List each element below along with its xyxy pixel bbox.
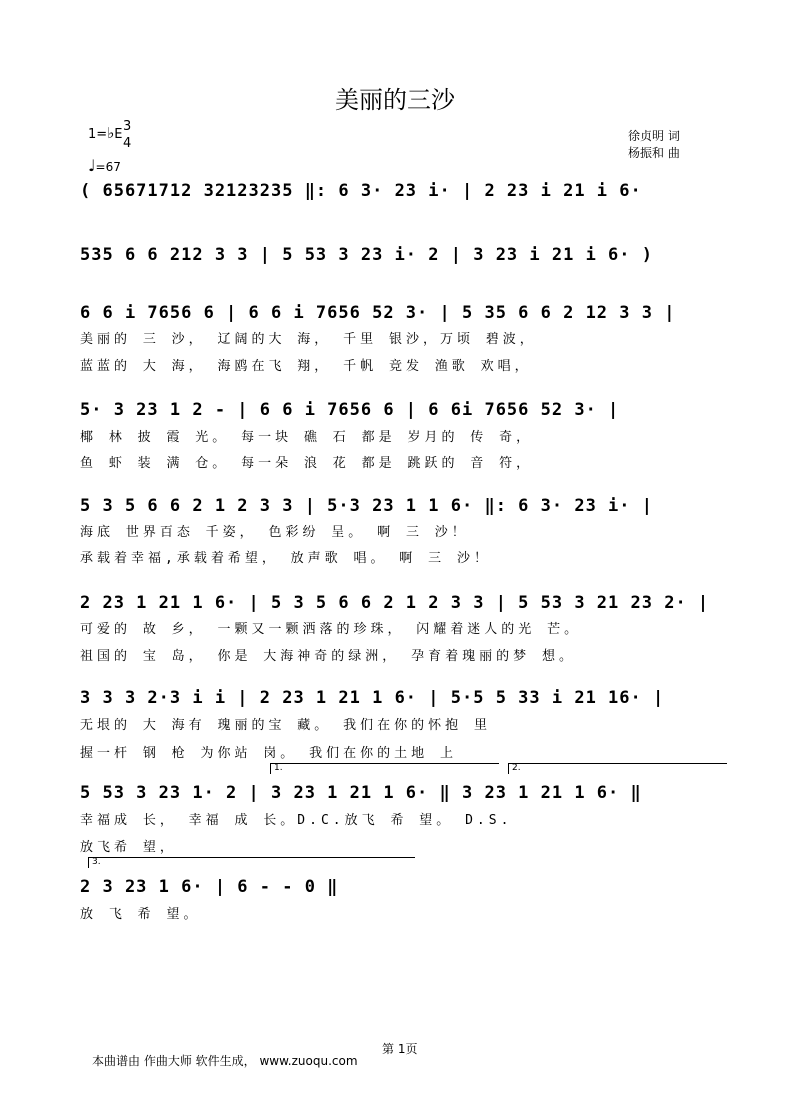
time-signature-bottom: 4 [123,136,132,151]
lyric-line-9a: 放 飞 希 望。 [80,907,201,922]
third-ending-label: 3. [92,857,101,867]
flat-symbol: ♭ [107,124,115,142]
footer-credit: 本曲谱由 作曲大师 软件生成， www.zuoqu.com [92,1054,358,1068]
tempo-value: =67 [95,160,121,174]
quarter-note-icon: ♩ [88,156,96,175]
score-line-7: 3 3 3 2·3 i i | 2 23 1 21 1 6· | 5·5 5 33 i 21 16· | [80,688,665,708]
second-ending-label: 2. [512,763,521,773]
first-ending-bracket [270,763,499,774]
composer-credit: 杨振和 曲 [628,146,680,160]
lyric-line-7a: 无垠的 大 海有 瑰丽的宝 藏。 我们在你的怀抱 里 [80,718,491,733]
lyric-line-5b: 承载着幸福,承载着希望， 放声歌 唱。 啊 三 沙！ [80,551,491,566]
second-ending-bracket [508,763,727,774]
key-signature [88,124,122,142]
lyric-line-6a: 可爱的 故 乡， 一颗又一颗洒落的珍珠， 闪耀着迷人的光 芒。 [80,622,582,637]
score-line-4: 5· 3 23 1 2 - | 6 6 i 7656 6 | 6 6i 7656 52 3· | [80,400,620,420]
time-signature [123,118,131,152]
score-line-1: ( 65671712 32123235 ‖: 6 3· 23 i· | 2 23 i 21 i 6· [80,181,642,201]
page-title: 美丽的三沙 [335,86,455,114]
lyric-line-8b: 放飞希 望， [80,840,177,855]
lyric-line-3b: 蓝蓝的 大 海， 海鸥在飞 翔， 千帆 竞发 渔歌 欢唱， [80,359,532,374]
time-signature-top: 3 [123,119,132,134]
tempo-marking [88,156,121,175]
lyric-line-4a: 椰 林 披 霞 光。 每一块 礁 石 都是 岁月的 传 奇， [80,430,534,445]
score-line-5: 5 3 5 6 6 2 1 2 3 3 | 5·3 23 1 1 6· ‖: 6 3· 23 i· | [80,496,653,516]
key-letter: E [114,127,123,142]
credits [628,128,680,162]
score-line-6: 2 23 1 21 1 6· | 5 3 5 6 6 2 1 2 3 3 | 5 53 3 21 23 2· | [80,593,710,613]
score-line-8: 5 53 3 23 1· 2 | 3 23 1 21 1 6· ‖ 3 23 1 21 1 6· ‖ [80,783,642,803]
score-line-3: 6 6 i 7656 6 | 6 6 i 7656 52 3· | 5 35 6 6 2 12 3 3 | [80,303,676,323]
lyric-line-5a: 海底 世界百态 千姿， 色彩纷 呈。 啊 三 沙！ [80,525,469,540]
score-line-2: 535 6 6 212 3 3 | 5 53 3 23 i· 2 | 3 23 i 21 i 6· ) [80,245,653,265]
third-ending-bracket [88,857,415,868]
lyric-line-3a: 美丽的 三 沙， 辽阔的大 海， 千里 银沙，万顷 碧波， [80,332,537,347]
lyric-line-4b: 鱼 虾 装 满 仓。 每一朵 浪 花 都是 跳跃的 音 符， [80,456,534,471]
lyric-line-8a: 幸福成 长， 幸福 成 长。D.C.放飞 希 望。 D.S. [80,813,513,828]
first-ending-label: 1. [274,763,283,773]
lyric-line-6b: 祖国的 宝 岛， 你是 大海神奇的绿洲， 孕育着瑰丽的梦 想。 [80,649,576,664]
page-number: 第 1页 [382,1042,418,1056]
score-line-9: 2 3 23 1 6· | 6 - - 0 ‖ [80,877,339,897]
key-prefix: 1= [88,127,108,142]
lyric-line-7b: 握一杆 钢 枪 为你站 岗。 我们在你的土地 上 [80,746,457,761]
lyricist-credit: 徐贞明 词 [628,129,680,143]
